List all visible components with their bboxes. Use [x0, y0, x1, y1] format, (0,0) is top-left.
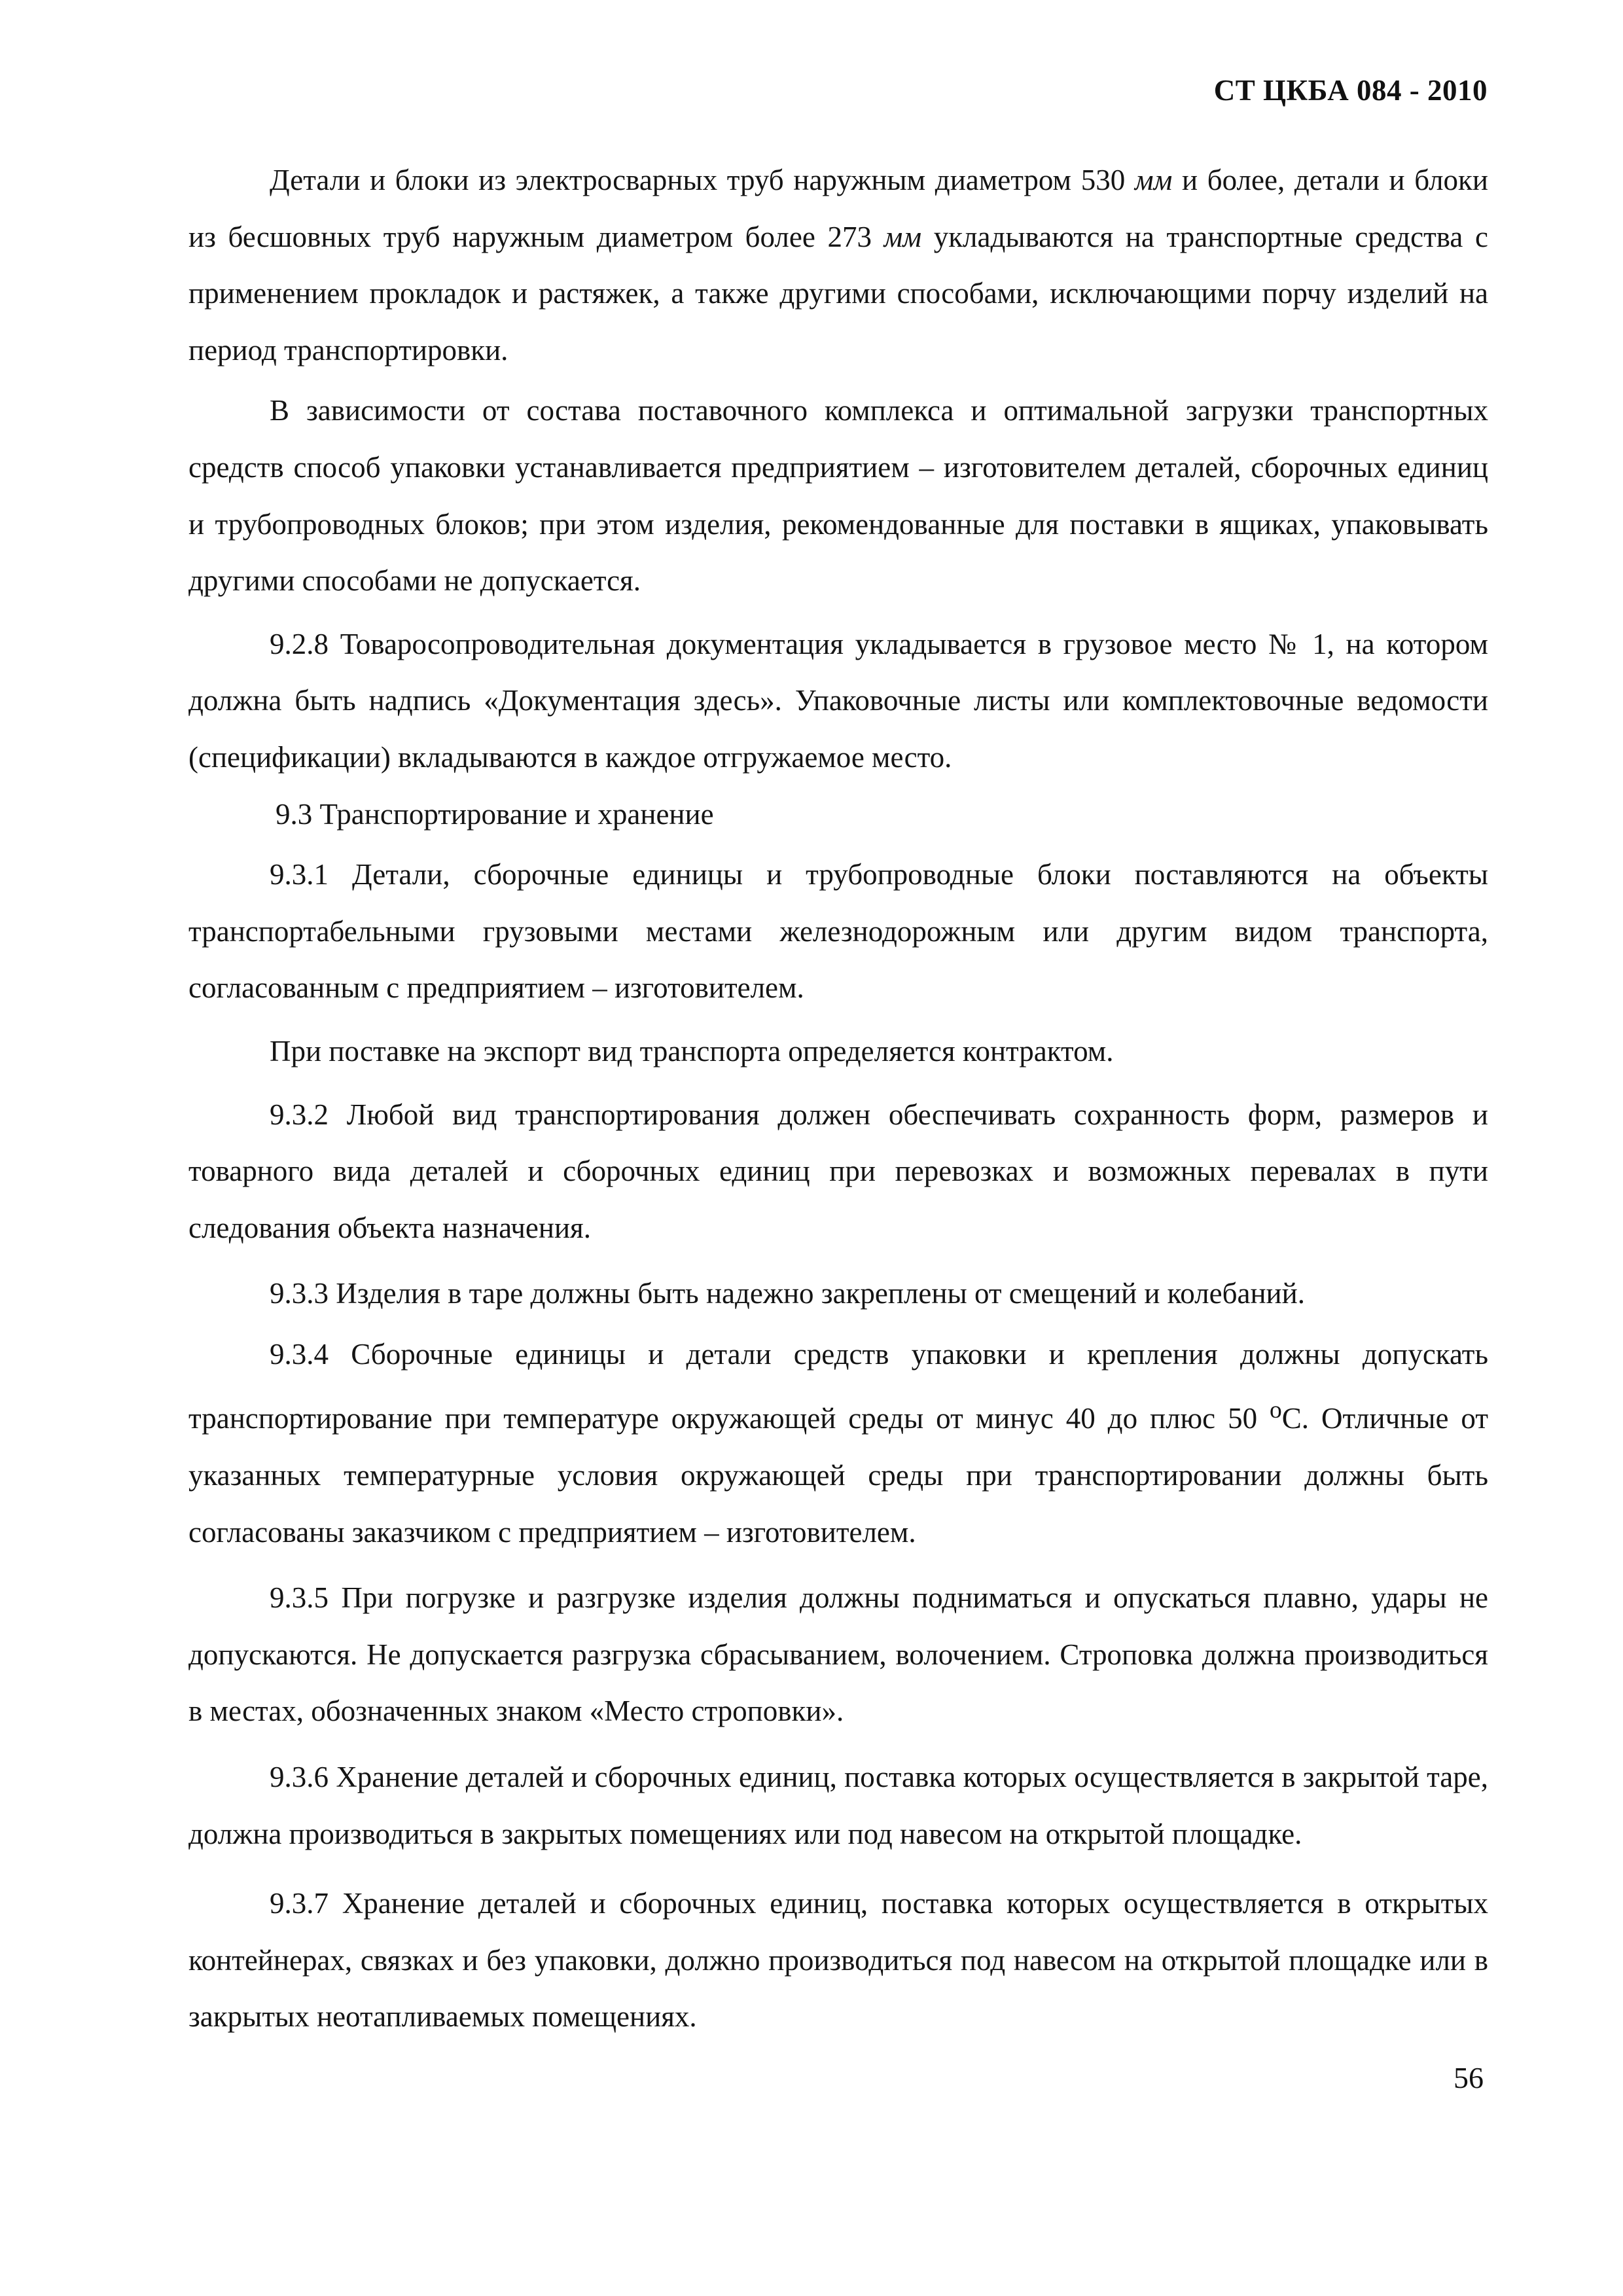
- paragraph-9-3-1: 9.3.1 Детали, сборочные единицы и трубопроводные блоки поставляются на объекты транспортабельными грузовыми местами железнодорожным или другим видом транспорта, согласованным с предприятием – изготовителем.: [188, 858, 1488, 1005]
- paragraph-9-3-6: 9.3.6 Хранение деталей и сборочных единиц, поставка которых осуществляется в закрытой таре, должна производиться в закрытых помещениях или под навесом на открытой площадке.: [188, 1761, 1488, 1850]
- paragraph-9-3-7: 9.3.7 Хранение деталей и сборочных единиц, поставка которых осуществляется в открытых контейнерах, связках и без упаковки, должно производиться под навесом на открытой площадке или в закрытых неотапливаемых помещениях.: [188, 1887, 1488, 2034]
- section-heading-9-3: 9.3 Транспортирование и хранение: [276, 797, 714, 831]
- paragraph-9-3-5: 9.3.5 При погрузке и разгрузке изделия должны подниматься и опускаться плавно, удары не допускаются. Не допускается разгрузка сбрасыванием, волочением. Строповка должна производиться в местах, обозначенных знаком «Место строповки».: [188, 1581, 1488, 1728]
- paragraph-9-2-8: 9.2.8 Товаросопроводительная документация укладывается в грузовое место № 1, на котором должна быть надпись «Документация здесь». Упаковочные листы или комплектовочные ведомости (спецификации) вкладываются в каждое отгружаемое место.: [188, 627, 1488, 774]
- paragraph-text-segment: Детали и блоки из электросварных труб наружным диаметром 530: [270, 164, 1135, 196]
- document-body: [188, 152, 1488, 2045]
- paragraph-text-segment: и более, детали и блоки из бесшовных труб наружным диаметром более 273: [188, 164, 1488, 253]
- paragraph-packing-method: В зависимости от состава поставочного комплекса и оптимальной загрузки транспортных средств способ упаковки устанавливается предприятием – изготовителем деталей, сборочных единиц и трубопроводных блоков; при этом изделия, рекомендованные для поставки в ящиках, упаковывать другими способами не допускается.: [188, 394, 1488, 598]
- unit-mm: мм: [1134, 164, 1173, 196]
- paragraph-text-segment: С. Отличные от указанных температурные условия окружающей среды при транспортировании должны быть согласованы заказчиком с предприятием – изготовителем.: [188, 1402, 1488, 1549]
- paragraph-pipe-blocks-loading: [188, 152, 1488, 378]
- page-number: 56: [1454, 2061, 1484, 2094]
- paragraph-text-segment: 9.3.4 Сборочные единицы и детали средств упаковки и крепления должны допускать транспортирование при температуре окружающей среды от минус 40 до плюс 50: [188, 1337, 1488, 1435]
- degree-sign: о: [1270, 1397, 1282, 1424]
- paragraph-9-3-2: 9.3.2 Любой вид транспортирования должен обеспечивать сохранность форм, размеров и товарного вида деталей и сборочных единиц при перевозках и возможных перевалах в пути следования объекта назначения.: [188, 1098, 1488, 1244]
- paragraph-9-3-3: 9.3.3 Изделия в таре должны быть надежно закреплены от смещений и колебаний.: [270, 1277, 1305, 1310]
- paragraph-export-transport: При поставке на экспорт вид транспорта определяется контрактом.: [270, 1034, 1114, 1067]
- unit-mm: мм: [883, 220, 922, 253]
- document-code-header: СТ ЦКБА 084 - 2010: [1213, 74, 1488, 107]
- paragraph-text-segment: укладываются на транспортные средства с применением прокладок и растяжек, а также другими способами, исключающими порчу изделий на период транспортировки.: [188, 220, 1488, 367]
- paragraph-9-3-4: [188, 1326, 1488, 1560]
